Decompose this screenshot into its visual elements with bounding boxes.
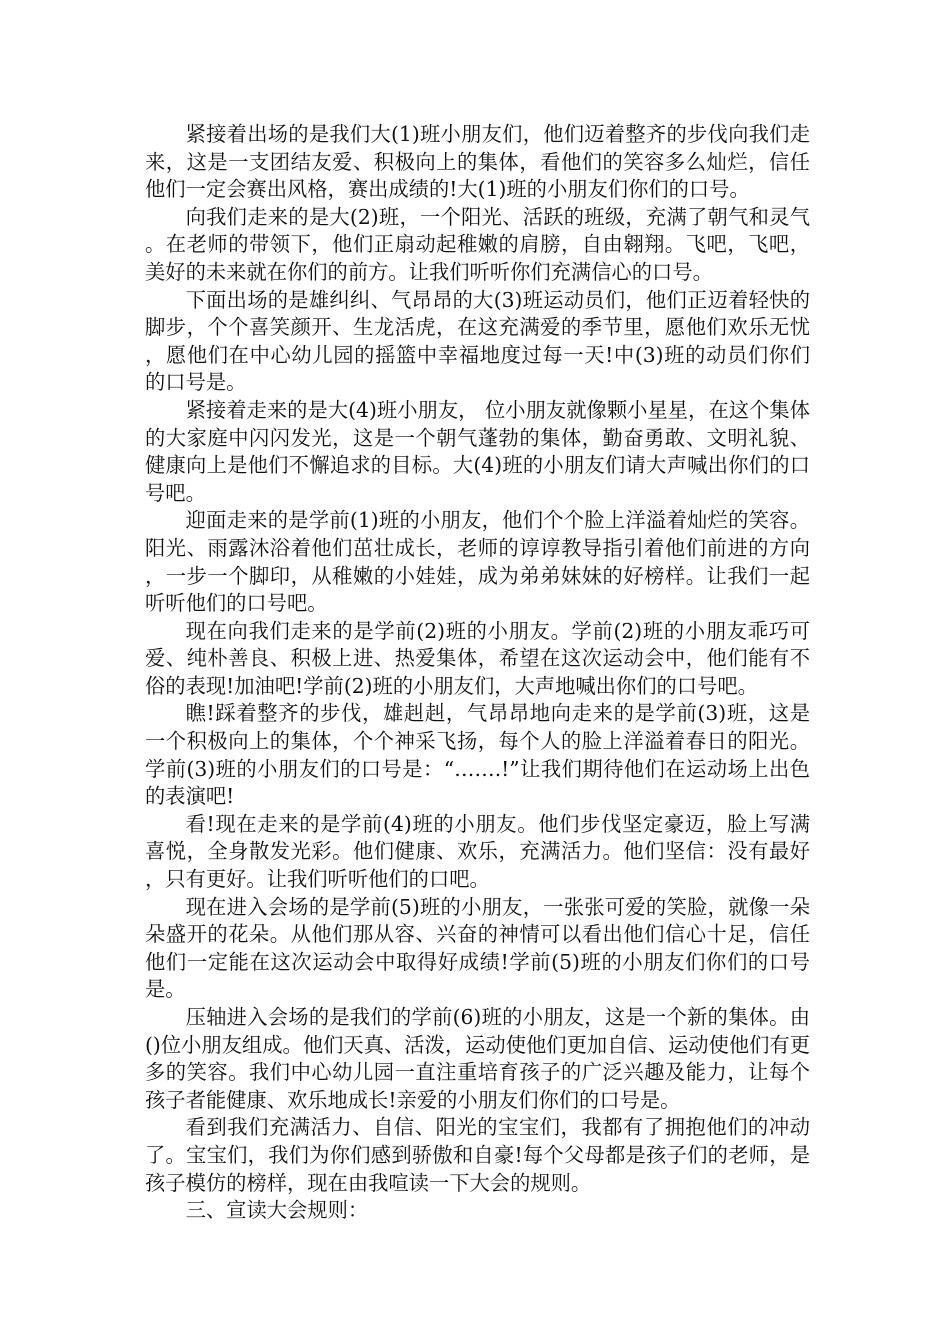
paragraph-class-xueqian3: 瞧!踩着整齐的步伐，雄赳赳，气昂昂地向走来的是学前(3)班，这是一个积极向上的集体，个个神采飞扬，每个人的脸上洋溢着春日的阳光。学前(3)班的小朋友们的口号是：“…….!”让我们期待他们在运动场上出色的表演吧! — [145, 701, 810, 809]
paragraph-class-xueqian1: 迎面走来的是学前(1)班的小朋友，他们个个脸上洋溢着灿烂的笑容。阳光、雨露沐浴着他们茁壮成长，老师的谆谆教导指引着他们前进的方向，一步一个脚印，从稚嫩的小娃娃，成为弟弟妹妹的好榜样。让我们一起听听他们的口号吧。 — [145, 508, 810, 616]
paragraph-class-da2: 向我们走来的是大(2)班，一个阳光、活跃的班级，充满了朝气和灵气。在老师的带领下，他们正扇动起稚嫩的肩膀，自由翱翔。飞吧，飞吧，美好的未来就在你们的前方。让我们听听你们充满信心的口号。 — [145, 204, 810, 284]
paragraph-class-da4: 紧接着走来的是大(4)班小朋友， 位小朋友就像颗小星星，在这个集体的大家庭中闪闪发光，这是一个朝气蓬勃的集体，勤奋勇敢、文明礼貌、健康向上是他们不懈追求的目标。大(4)班的小朋友们请大声喊出你们的口号吧。 — [145, 397, 810, 505]
paragraph-class-da1: 紧接着出场的是我们大(1)班小朋友们，他们迈着整齐的步伐向我们走来，这是一支团结友爱、积极向上的集体，看他们的笑容多么灿烂，信任他们一定会赛出风格，赛出成绩的!大(1)班的小朋友们你们的口号。 — [145, 122, 810, 202]
paragraph-class-xueqian2: 现在向我们走来的是学前(2)班的小朋友。学前(2)班的小朋友乖巧可爱、纯朴善良、积极上进、热爱集体，希望在这次运动会中，他们能有不俗的表现!加油吧!学前(2)班的小朋友们，大声地喊出你们的口号吧。 — [145, 618, 810, 698]
document-body — [145, 121, 810, 1225]
paragraph-class-xueqian5: 现在进入会场的是学前(5)班的小朋友，一张张可爱的笑脸，就像一朵朵盛开的花朵。从他们那从容、兴奋的神情可以看出他们信心十足，信任他们一定能在这次运动会中取得好成绩!学前(5)班的小朋友们你们的口号是。 — [145, 894, 810, 1002]
paragraph-class-da3: 下面出场的是雄纠纠、气昂昂的大(3)班运动员们，他们正迈着轻快的脚步，个个喜笑颜开、生龙活虎，在这充满爱的季节里，愿他们欢乐无忧，愿他们在中心幼儿园的摇篮中幸福地度过每一天!中(3)班的动员们你们的口号是。 — [145, 287, 810, 395]
paragraph-class-xueqian6: 压轴进入会场的是我们的学前(6)班的小朋友，这是一个新的集体。由()位小朋友组成。他们天真、活泼，运动使他们更加自信、运动使他们有更多的笑容。我们中心幼儿园一直注重培育孩子的广泛兴趣及能力，让每个孩子者能健康、欢乐地成长!亲爱的小朋友们你们的口号是。 — [145, 1005, 810, 1112]
paragraph-class-xueqian4: 看!现在走来的是学前(4)班的小朋友。他们步伐坚定豪迈，脸上写满喜悦，全身散发光彩。他们健康、欢乐，充满活力。他们坚信：没有最好，只有更好。让我们听听他们的口吧。 — [145, 811, 810, 892]
section-heading-rules: 三、宣读大会规则： — [185, 1198, 369, 1223]
paragraph-closing: 看到我们充满活力、自信、阳光的宝宝们，我都有了拥抱他们的冲动了。宝宝们，我们为你们感到骄傲和自豪!每个父母都是孩子们的老师，是孩子模仿的榜样，现在由我喧读一下大会的规则。 — [145, 1115, 810, 1195]
